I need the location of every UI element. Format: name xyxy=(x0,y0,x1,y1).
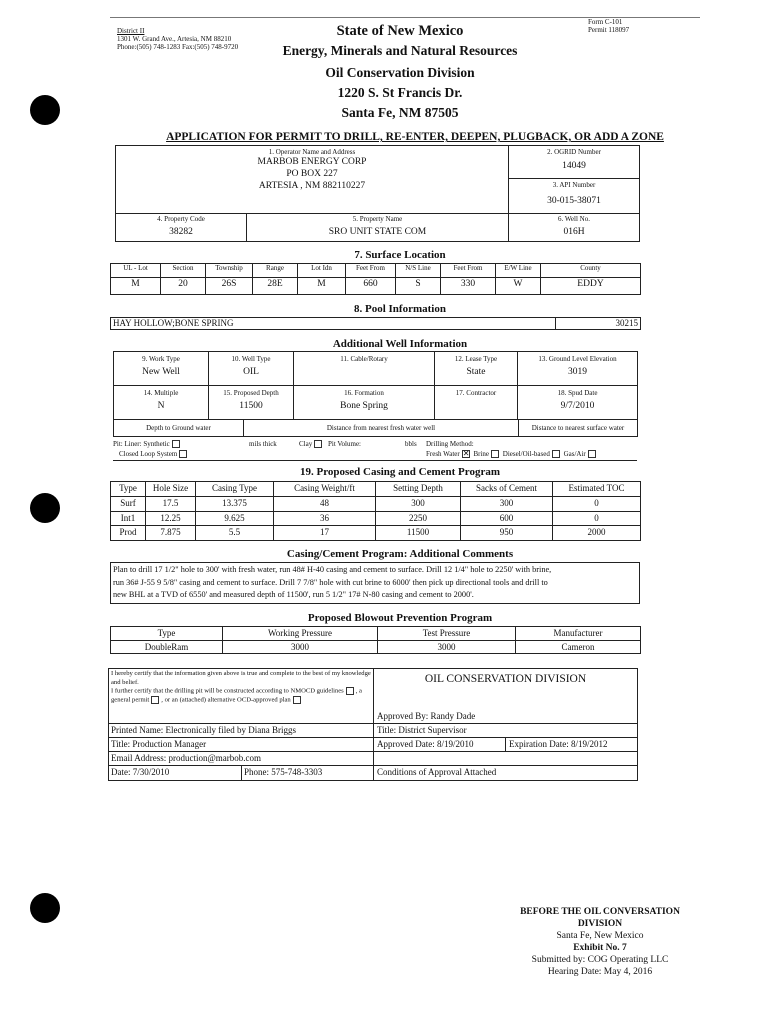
casing-header-cell: Estimated TOC xyxy=(553,482,641,497)
surface-header-cell: Feet From xyxy=(346,264,396,278)
bop-value-cell: Cameron xyxy=(516,640,641,654)
bop-header-row xyxy=(111,627,641,641)
certify-title: Title: Production Manager xyxy=(109,738,374,752)
spud-date-cell: 18. Spud Date 9/7/2010 xyxy=(518,386,638,420)
casing-header-cell: Sacks of Cement xyxy=(461,482,553,497)
certify-phone: Phone: 575-748-3303 xyxy=(242,766,374,780)
api-cell xyxy=(509,179,639,213)
casing-header-row xyxy=(111,482,641,497)
certify-text-4: , or an (attached) alternative OCD-approved plan xyxy=(161,696,291,704)
casing-header-cell: Hole Size xyxy=(146,482,196,497)
casing-cell: Prod xyxy=(111,526,146,541)
approved-date: Approved Date: 8/19/2010 xyxy=(374,738,506,752)
division-heading: Oil Conservation Division xyxy=(325,65,475,80)
punch-hole xyxy=(30,893,60,923)
surface-value-cell: S xyxy=(396,278,441,295)
casing-header-cell: Type xyxy=(111,482,146,497)
casing-cell: 13.375 xyxy=(196,496,274,511)
certify-date: Date: 7/30/2010 xyxy=(109,766,242,780)
exhibit-line5: Submitted by: COG Operating LLC xyxy=(531,955,669,965)
diesel-checkbox[interactable] xyxy=(552,450,560,458)
clay-line xyxy=(299,440,324,449)
property-name-cell xyxy=(247,213,509,241)
gas-air-label: Gas/Air xyxy=(563,450,586,458)
well-number-label: 6. Well No. xyxy=(558,215,590,223)
fresh-water-label: Fresh Water xyxy=(426,450,460,458)
comments-line: run 36# J-55 9 5/8" casing and cement to surface. Drill 7 7/8" hole with cut brine to 6000' then pick up directional tools and drill to xyxy=(113,577,548,587)
permit-number: Permit 118097 xyxy=(588,26,630,34)
casing-cell: Int1 xyxy=(111,511,146,526)
closed-loop-label: Closed Loop System xyxy=(119,450,178,458)
ogrid-cell xyxy=(509,146,639,179)
surface-header-cell: Feet From xyxy=(441,264,496,278)
bop-title: Proposed Blowout Prevention Program xyxy=(307,612,493,624)
casing-cell: 0 xyxy=(553,496,641,511)
punch-hole xyxy=(30,493,60,523)
surface-location-table xyxy=(110,263,641,295)
department-heading: Energy, Minerals and Natural Resources xyxy=(282,43,518,58)
pit-volume-label: Pit Volume: xyxy=(328,440,362,448)
closed-loop-checkbox[interactable] xyxy=(179,450,187,458)
casing-row-surf xyxy=(111,496,641,511)
casing-row-int1 xyxy=(111,511,641,526)
brine-label: Brine xyxy=(473,450,490,458)
form-number: Form C-101 xyxy=(588,18,623,26)
casing-program-title: 19. Proposed Casing and Cement Program xyxy=(299,466,501,478)
casing-cell: 12.25 xyxy=(146,511,196,526)
drilling-method-label: Drilling Method: xyxy=(426,440,474,448)
bbls-label: bbls xyxy=(405,440,417,448)
ocd-title: Title: District Supervisor xyxy=(374,724,637,738)
property-code-value: 38282 xyxy=(169,227,193,237)
multiple-cell: 14. Multiple N xyxy=(114,386,209,420)
application-title: APPLICATION FOR PERMIT TO DRILL, RE-ENTER, DEEPEN, PLUGBACK, OR ADD A ZONE xyxy=(166,131,664,143)
surface-header-cell: E/W Line xyxy=(496,264,541,278)
surface-header-cell: N/S Line xyxy=(396,264,441,278)
property-name-value: SRO UNIT STATE COM xyxy=(328,227,427,237)
operator-cell xyxy=(116,146,509,213)
casing-row-prod xyxy=(111,526,641,541)
distance-surface-water-cell: Distance to nearest surface water xyxy=(519,420,638,437)
casing-cell: 5.5 xyxy=(196,526,274,541)
formation-cell: 16. Formation Bone Spring xyxy=(294,386,435,420)
cable-rotary-cell: 11. Cable/Rotary xyxy=(294,352,435,386)
bop-header-cell: Test Pressure xyxy=(378,627,516,641)
bop-value-cell: DoubleRam xyxy=(111,640,223,654)
alternative-plan-checkbox[interactable] xyxy=(293,696,301,704)
clay-label: Clay xyxy=(299,440,313,448)
surface-location-title: 7. Surface Location xyxy=(354,249,446,261)
certify-pit-text xyxy=(111,687,371,705)
pool-code: 30215 xyxy=(556,318,641,330)
certify-text: I hereby certify that the information given above is true and complete to the best of my knowledge and belief. xyxy=(111,670,371,686)
exhibit-line3: Santa Fe, New Mexico xyxy=(556,931,644,941)
proposed-depth-cell: 15. Proposed Depth 11500 xyxy=(209,386,294,420)
operator-line1: MARBOB ENERGY CORP xyxy=(257,157,367,167)
surface-value-cell: 28E xyxy=(253,278,298,295)
general-permit-checkbox[interactable] xyxy=(151,696,159,704)
casing-cell: 300 xyxy=(461,496,553,511)
conditions-of-approval: Conditions of Approval Attached xyxy=(377,767,497,777)
casing-header-cell: Setting Depth xyxy=(376,482,461,497)
city-heading: Santa Fe, NM 87505 xyxy=(341,105,459,120)
comments-line: new BHL at a TVD of 6550' and measured depth of 11500', run 5 1/2" 17# N-80 casing and cement to 2000'. xyxy=(113,590,474,599)
exhibit-line2: DIVISION xyxy=(577,919,623,929)
surface-header-cell: Range xyxy=(253,264,298,278)
bop-value-row xyxy=(111,640,641,654)
surface-value-cell: EDDY xyxy=(541,278,641,295)
drilling-method-options xyxy=(426,450,598,459)
certify-statement xyxy=(109,669,374,724)
lease-type-cell: 12. Lease Type State xyxy=(435,352,518,386)
certification-section xyxy=(108,668,638,781)
pool-name: HAY HOLLOW;BONE SPRING xyxy=(111,318,556,330)
surface-header-cell: Township xyxy=(206,264,253,278)
surface-value-cell: 330 xyxy=(441,278,496,295)
exhibit-line1: BEFORE THE OIL CONVERSATION xyxy=(520,907,680,917)
surface-value-cell: 20 xyxy=(161,278,206,295)
api-value: 30-015-38071 xyxy=(547,196,601,206)
casing-cell: 36 xyxy=(274,511,376,526)
casing-cell: Surf xyxy=(111,496,146,511)
surface-value-row xyxy=(111,278,641,295)
distance-table xyxy=(113,419,638,437)
mils-label: mils thick xyxy=(249,440,277,448)
pit-section xyxy=(113,440,637,461)
bop-value-cell: 3000 xyxy=(378,640,516,654)
bop-header-cell: Manufacturer xyxy=(516,627,641,641)
well-type-cell: 10. Well Type OIL xyxy=(209,352,294,386)
casing-cell: 950 xyxy=(461,526,553,541)
ogrid-label: 2. OGRID Number xyxy=(547,148,601,156)
comments-box xyxy=(110,562,640,604)
pit-liner-label: Pit: Liner: Synthetic xyxy=(113,440,170,448)
casing-header-cell: Casing Type xyxy=(196,482,274,497)
certify-text-3: , a general permit xyxy=(111,687,362,704)
casing-cell: 17 xyxy=(274,526,376,541)
exhibit-stamp xyxy=(490,906,710,978)
surface-header-cell: UL - Lot xyxy=(111,264,161,278)
casing-cell: 2000 xyxy=(553,526,641,541)
surface-header-row xyxy=(111,264,641,278)
casing-cell: 2250 xyxy=(376,511,461,526)
ground-elevation-cell: 13. Ground Level Elevation 3019 xyxy=(518,352,638,386)
comments-line: Plan to drill 17 1/2" hole to 300' with fresh water, run 48# H-40 casing and cement to surface. Drill 12 1/4" hole to 2250' with brine, xyxy=(113,565,552,574)
bop-table xyxy=(110,626,641,654)
well-number-value: 016H xyxy=(563,227,585,237)
comments-title: Casing/Cement Program: Additional Comments xyxy=(286,548,514,560)
pit-liner-line xyxy=(113,440,182,449)
surface-value-cell: M xyxy=(298,278,346,295)
work-type-cell: 9. Work Type New Well xyxy=(114,352,209,386)
casing-cell: 7.875 xyxy=(146,526,196,541)
bop-value-cell: 3000 xyxy=(223,640,378,654)
surface-header-cell: Lot Idn xyxy=(298,264,346,278)
casing-cell: 11500 xyxy=(376,526,461,541)
brine-checkbox[interactable] xyxy=(491,450,499,458)
exhibit-line4: Exhibit No. 7 xyxy=(573,943,627,953)
api-label: 3. API Number xyxy=(552,181,596,189)
casing-cell: 600 xyxy=(461,511,553,526)
ocd-blank-row xyxy=(374,752,637,766)
property-name-label: 5. Property Name xyxy=(352,215,403,223)
contractor-cell: 17. Contractor xyxy=(435,386,518,420)
pool-row xyxy=(111,318,641,330)
operator-line3: ARTESIA , NM 882110227 xyxy=(258,181,366,191)
well-number-cell xyxy=(509,213,639,241)
casing-table xyxy=(110,481,641,541)
certify-text-2: I further certify that the drilling pit will be constructed according to NMOCD guidelines xyxy=(111,687,344,695)
email-address: Email Address: production@marbob.com xyxy=(109,752,374,766)
additional-well-table xyxy=(113,351,638,420)
casing-header-cell: Casing Weight/ft xyxy=(274,482,376,497)
state-heading: State of New Mexico xyxy=(336,23,464,39)
district-phone: Phone:(505) 748-1283 Fax:(505) 748-9720 xyxy=(117,43,239,51)
diesel-label: Diesel/Oil-based xyxy=(502,450,550,458)
depth-ground-water-cell: Depth to Ground water xyxy=(114,420,244,437)
casing-cell: 300 xyxy=(376,496,461,511)
casing-cell: 9.625 xyxy=(196,511,274,526)
punch-hole xyxy=(30,95,60,125)
exhibit-line6: Hearing Date: May 4, 2016 xyxy=(547,967,653,977)
additional-row-1 xyxy=(114,352,638,386)
ogrid-value: 14049 xyxy=(562,161,586,171)
printed-name: Printed Name: Electronically filed by Diana Briggs xyxy=(109,724,374,738)
additional-row-2 xyxy=(114,386,638,420)
form-number-block xyxy=(588,18,629,34)
additional-well-title: Additional Well Information xyxy=(332,338,468,350)
distance-fresh-water-cell: Distance from nearest fresh water well xyxy=(244,420,519,437)
operator-section xyxy=(115,145,640,242)
operator-label: 1. Operator Name and Address xyxy=(268,148,356,156)
fresh-water-checkbox[interactable]: ✕ xyxy=(462,449,470,459)
casing-cell: 0 xyxy=(553,511,641,526)
street-heading: 1220 S. St Francis Dr. xyxy=(337,85,463,100)
pool-table xyxy=(110,317,641,330)
casing-cell: 48 xyxy=(274,496,376,511)
property-code-label: 4. Property Code xyxy=(157,215,205,223)
bop-header-cell: Type xyxy=(111,627,223,641)
synthetic-checkbox[interactable] xyxy=(172,440,180,448)
bop-header-cell: Working Pressure xyxy=(223,627,378,641)
surface-value-cell: 660 xyxy=(346,278,396,295)
pool-information-title: 8. Pool Information xyxy=(354,303,446,315)
gas-air-checkbox[interactable] xyxy=(588,450,596,458)
district-name: District II xyxy=(117,27,145,35)
surface-value-cell: M xyxy=(111,278,161,295)
district-address: 1301 W. Grand Ave., Artesia, NM 88210 xyxy=(117,35,232,43)
surface-header-cell: County xyxy=(541,264,641,278)
clay-checkbox[interactable] xyxy=(314,440,322,448)
nmocd-checkbox[interactable] xyxy=(346,687,354,695)
property-code-cell xyxy=(116,213,247,241)
surface-value-cell: W xyxy=(496,278,541,295)
expiration-date: Expiration Date: 8/19/2012 xyxy=(506,738,637,752)
approved-by: Approved By: Randy Dade xyxy=(374,709,637,724)
surface-header-cell: Section xyxy=(161,264,206,278)
closed-loop-line xyxy=(119,450,189,459)
distance-row xyxy=(114,420,638,437)
surface-value-cell: 26S xyxy=(206,278,253,295)
casing-cell: 17.5 xyxy=(146,496,196,511)
operator-line2: PO BOX 227 xyxy=(286,169,338,179)
ocd-heading: OIL CONSERVATION DIVISION xyxy=(424,673,587,685)
